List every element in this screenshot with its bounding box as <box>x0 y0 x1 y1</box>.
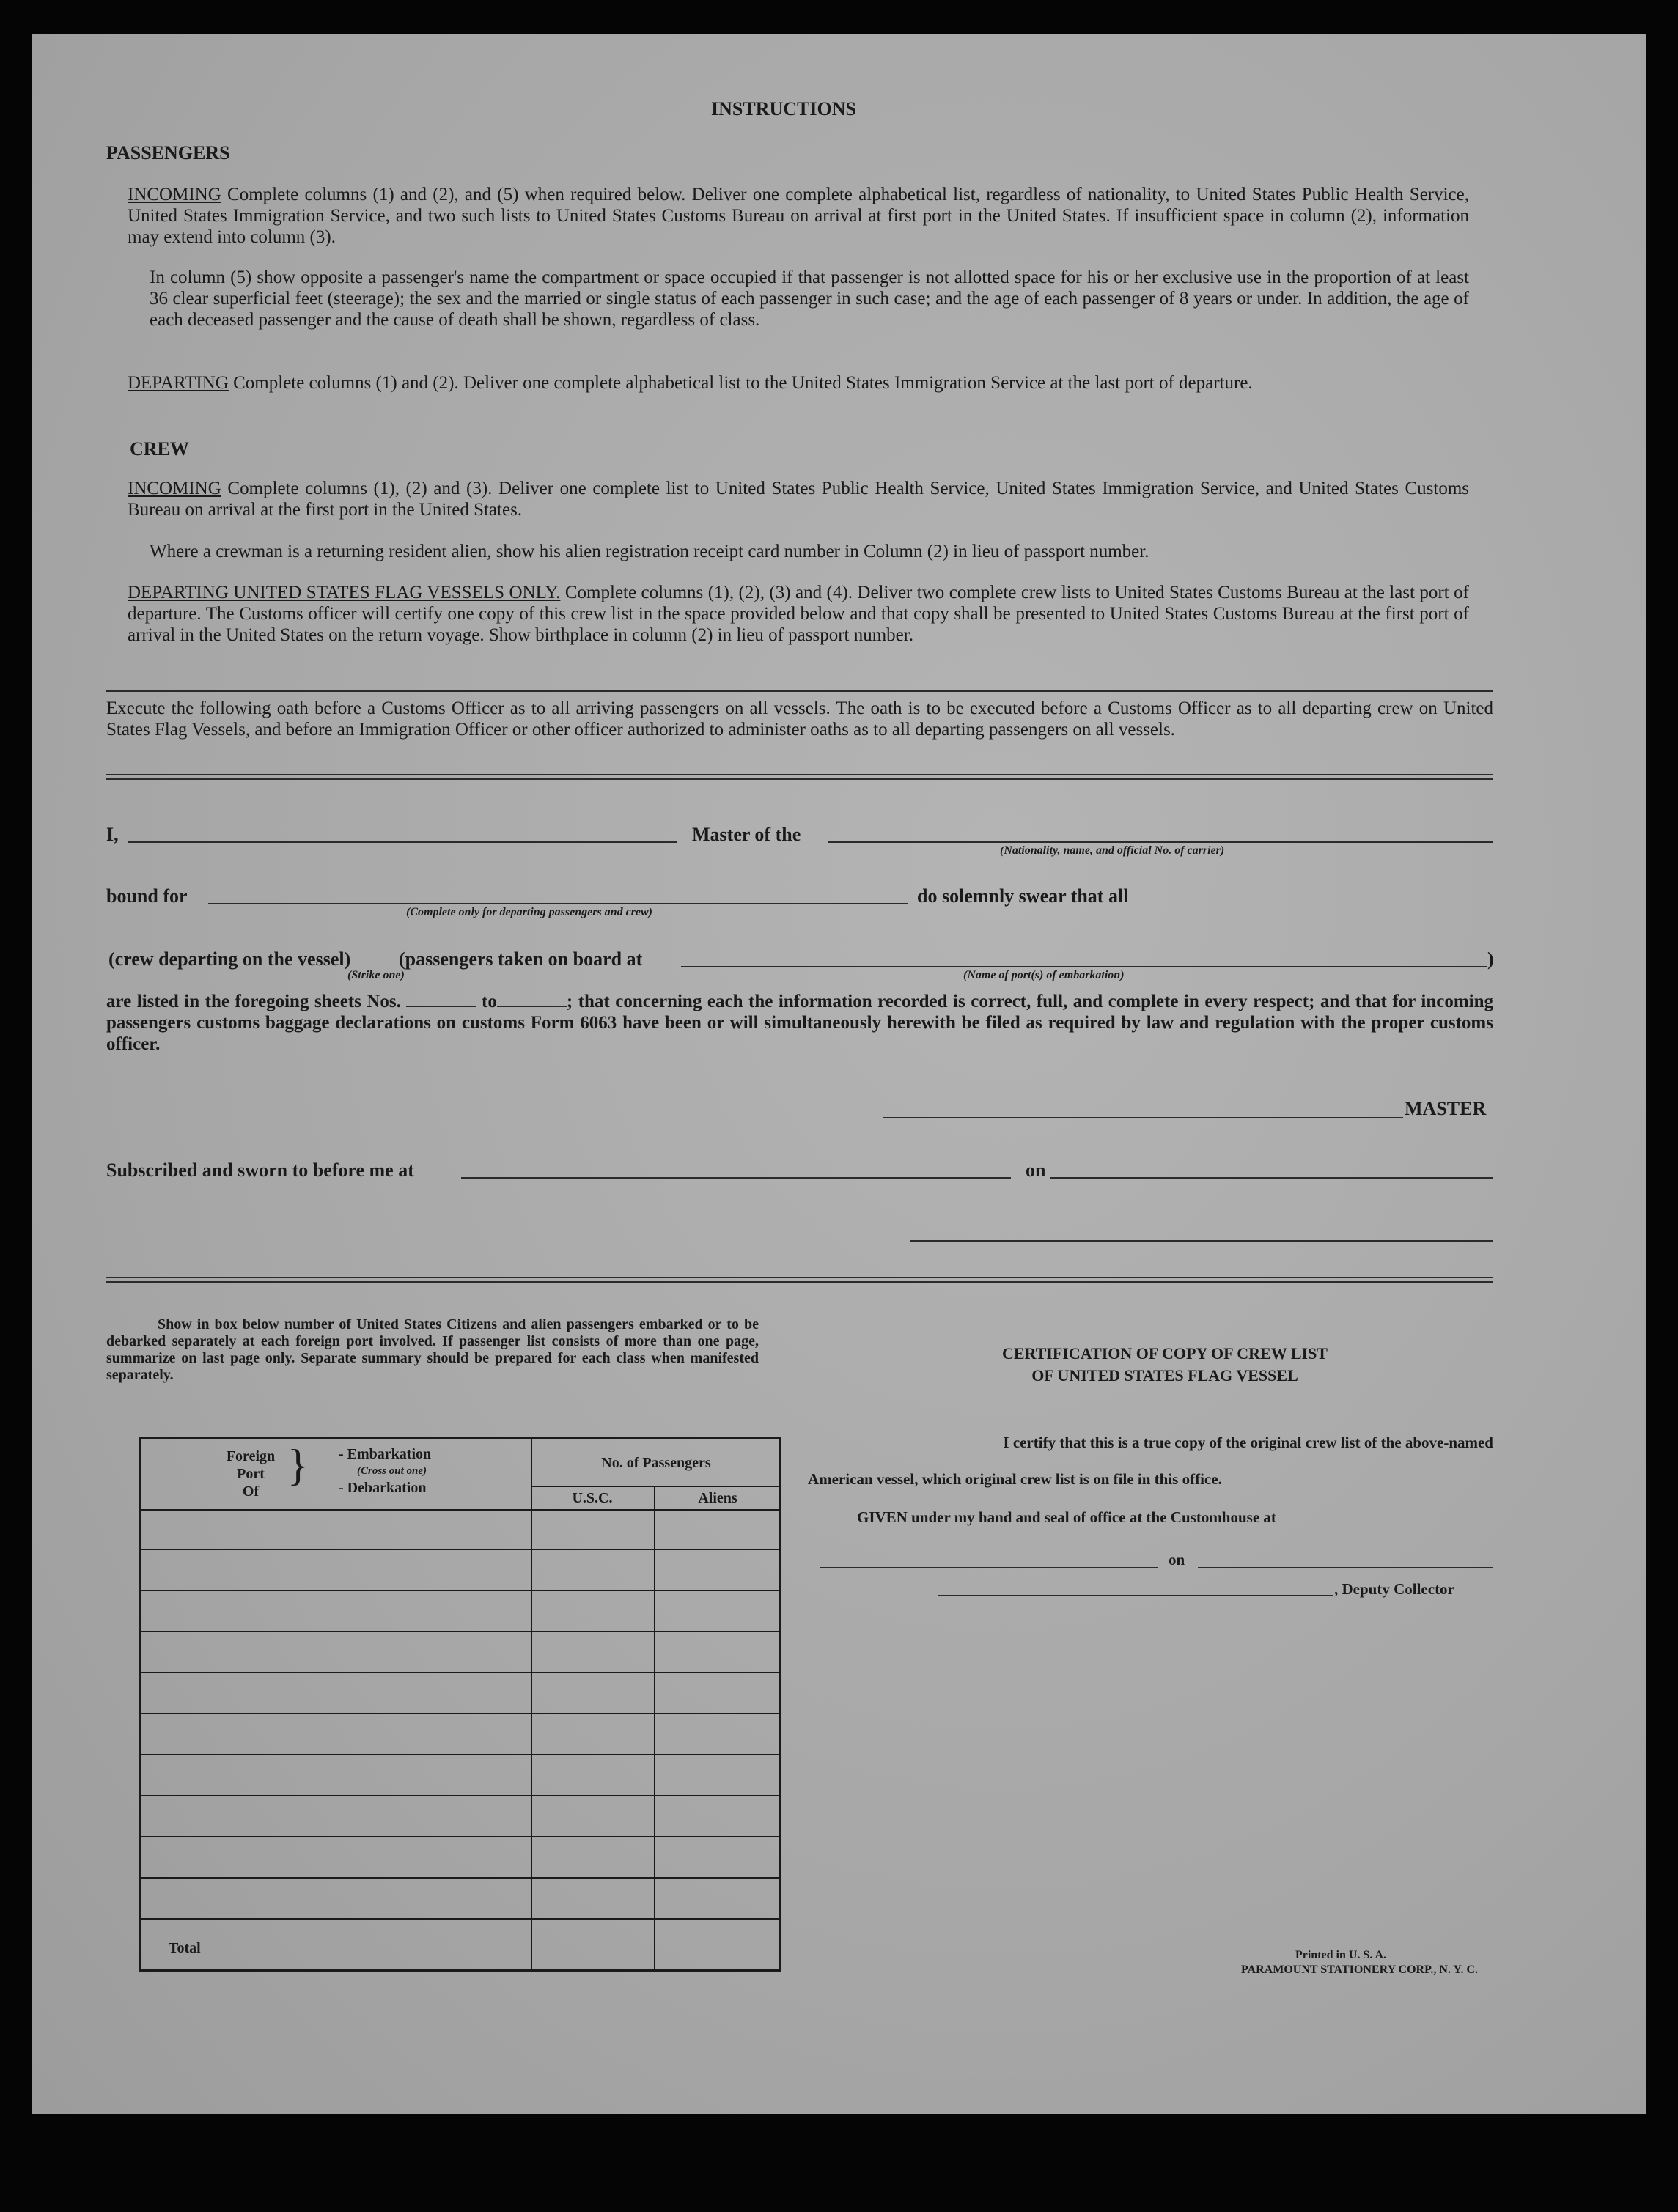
sheet-to-field[interactable] <box>497 1006 567 1007</box>
passengers-departing-paragraph <box>128 372 1469 394</box>
subscribed-on-label: on <box>1026 1160 1046 1181</box>
foreign-label: Foreign <box>226 1448 276 1464</box>
subscribed-label: Subscribed and sworn to before me at <box>106 1160 414 1181</box>
document-page <box>32 34 1646 2114</box>
certification-date-field[interactable] <box>1198 1567 1493 1568</box>
officer-signature-field[interactable] <box>910 1240 1493 1242</box>
double-divider <box>106 774 1493 780</box>
passengers-incoming-paragraph <box>128 184 1469 248</box>
of-label: Of <box>242 1483 260 1500</box>
crew-heading: CREW <box>130 438 189 460</box>
certification-title-line-2: OF UNITED STATES FLAG VESSEL <box>1031 1366 1298 1385</box>
carrier-hint: (Nationality, name, and official No. of carrier) <box>1000 844 1225 857</box>
deputy-collector-label: , Deputy Collector <box>1334 1580 1454 1598</box>
carrier-field[interactable] <box>828 841 1493 843</box>
bound-for-hint: (Complete only for departing passengers and crew) <box>406 906 652 918</box>
flag-vessels-label: DEPARTING UNITED STATES FLAG VESSELS ONLY. <box>128 583 561 602</box>
crew-incoming-paragraph <box>128 478 1469 520</box>
ports-hint: (Name of port(s) of embarkation) <box>963 969 1125 981</box>
bound-for-label: bound for <box>106 885 188 907</box>
crew-departing-label: (crew departing on the vessel) <box>108 948 351 970</box>
certification-title <box>839 1343 1491 1387</box>
total-label: Total <box>169 1940 201 1956</box>
crewman-paragraph: Where a crewman is a returning resident alien, show his alien registration receipt card number in Column (2) in lieu of passport number. <box>150 542 1149 561</box>
certify-line-3: GIVEN under my hand and seal of office at the Customhouse at <box>857 1508 1276 1526</box>
passengers-heading: PASSENGERS <box>106 142 230 163</box>
swear-label: do solemnly swear that all <box>917 885 1129 907</box>
port-label: Port <box>237 1466 265 1482</box>
instructions-title: INSTRUCTIONS <box>711 98 856 119</box>
incoming-label: INCOMING <box>128 185 221 204</box>
bound-for-field[interactable] <box>208 903 908 904</box>
oath-intro: Execute the following oath before a Customs Officer as to all arriving passengers on all vessels. The oath is to be executed before a Customs Officer as to all departing crew on United States Flag Vessels, and before an Immigration Officer or other officer authorized to administer oaths as to all departing passengers on all vessels. <box>106 698 1493 740</box>
passengers-taken-label: (passengers taken on board at <box>399 948 643 970</box>
printer-line-1: Printed in U. S. A. <box>1295 1949 1386 1961</box>
flag-vessels-paragraph <box>128 582 1469 646</box>
passenger-summary-table <box>139 1437 781 1972</box>
sheet-from-field[interactable] <box>406 1006 476 1007</box>
usc-header: U.S.C. <box>572 1490 613 1506</box>
departing-text: Complete columns (1) and (2). Deliver one complete alphabetical list to the United States Immigration Service at the last port of departure. <box>228 373 1253 393</box>
crew-incoming-text: Complete columns (1), (2) and (3). Deliver one complete list to United States Public Health Service, United States Immigration Service, and United States Customs Bureau on arrival at the first port in the United States. <box>128 479 1469 520</box>
crew-incoming-label: INCOMING <box>128 479 221 498</box>
certification-title-line-1: CERTIFICATION OF COPY OF CREW LIST <box>1002 1344 1328 1363</box>
master-signature-field[interactable] <box>883 1117 1403 1118</box>
foreign-port-of-label <box>221 1448 280 1500</box>
printer-line-2: PARAMOUNT STATIONERY CORP., N. Y. C. <box>1240 1964 1478 1976</box>
subscribed-place-field[interactable] <box>461 1177 1011 1179</box>
brace-icon: } <box>287 1441 309 1489</box>
certify-line-1: I certify that this is a true copy of the original crew list of the above-named <box>1003 1434 1493 1451</box>
listed-text-a: are listed in the foregoing sheets Nos. <box>106 992 401 1011</box>
ports-field[interactable] <box>681 966 1487 967</box>
cross-out-hint: (Cross out one) <box>357 1465 427 1477</box>
strike-one-hint: (Strike one) <box>347 969 405 981</box>
summary-note: Show in box below number of United States Citizens and alien passengers embarked or to be debarked separately at each foreign port involved. If passenger list consists of more than one page, summarize on last page only. Separate summary should be prepared for each class when manifested separately. <box>106 1316 759 1383</box>
flag-vessels-text: Complete columns (1), (2), (3) and (4). Deliver two complete crew lists to United States Customs Bureau at the last port of departure. The Customs officer will certify one copy of this crew list in the space provided below and that copy shall be presented to United States Customs Bureau at the first port of arrival in the United States on the return voyage. Show birthplace in column (2) in lieu of passport number. <box>128 583 1469 645</box>
listed-paragraph <box>106 991 1493 1055</box>
embarkation-label[interactable]: - Embarkation <box>339 1446 432 1462</box>
incoming-text: Complete columns (1) and (2), and (5) when required below. Deliver one complete alphabetical list, regardless of nationality, to United States Public Health Service, United States Immigration Service, and two such lists to United States Customs Bureau on arrival at first port in the United States. If insufficient space in column (2), information may extend into column (3). <box>128 185 1469 247</box>
master-label: MASTER <box>1405 1098 1487 1119</box>
certify-line-2: American vessel, which original crew list is on file in this office. <box>808 1470 1222 1488</box>
master-name-field[interactable] <box>128 841 677 843</box>
customhouse-field[interactable] <box>820 1567 1158 1568</box>
certification-on-label: on <box>1169 1551 1185 1568</box>
column5-paragraph: In column (5) show opposite a passenger's name the compartment or space occupied if that passenger is not allotted space for his or her exclusive use in the proportion of at least 36 clear superficial feet (steerage); the sex and the married or single status of each passenger in such case; and the age of each passenger of 8 years or under. In addition, the age of each deceased passenger and the cause of death shall be shown, regardless of class. <box>150 268 1469 330</box>
listed-to-label: to <box>482 992 497 1011</box>
oath-i-label: I, <box>106 824 119 845</box>
aliens-header: Aliens <box>698 1490 737 1506</box>
departing-label: DEPARTING <box>128 373 229 393</box>
close-paren: ) <box>1487 948 1494 970</box>
debarkation-label[interactable]: - Debarkation <box>339 1480 427 1496</box>
divider <box>106 690 1493 692</box>
master-of-the-label: Master of the <box>692 824 801 845</box>
printer-imprint <box>1059 1948 1478 1977</box>
deputy-signature-field[interactable] <box>938 1595 1333 1596</box>
double-divider-lower <box>106 1277 1493 1283</box>
subscribed-date-field[interactable] <box>1050 1177 1493 1179</box>
listed-text-b: ; that concerning each the information recorded is correct, full, and complete in every respect; and that for incoming passengers customs baggage declarations on customs Form 6063 have been or will simultaneously herewith be filed as required by law and regulation with the proper customs officer. <box>106 992 1494 1054</box>
no-passengers-header: No. of Passengers <box>601 1455 711 1471</box>
